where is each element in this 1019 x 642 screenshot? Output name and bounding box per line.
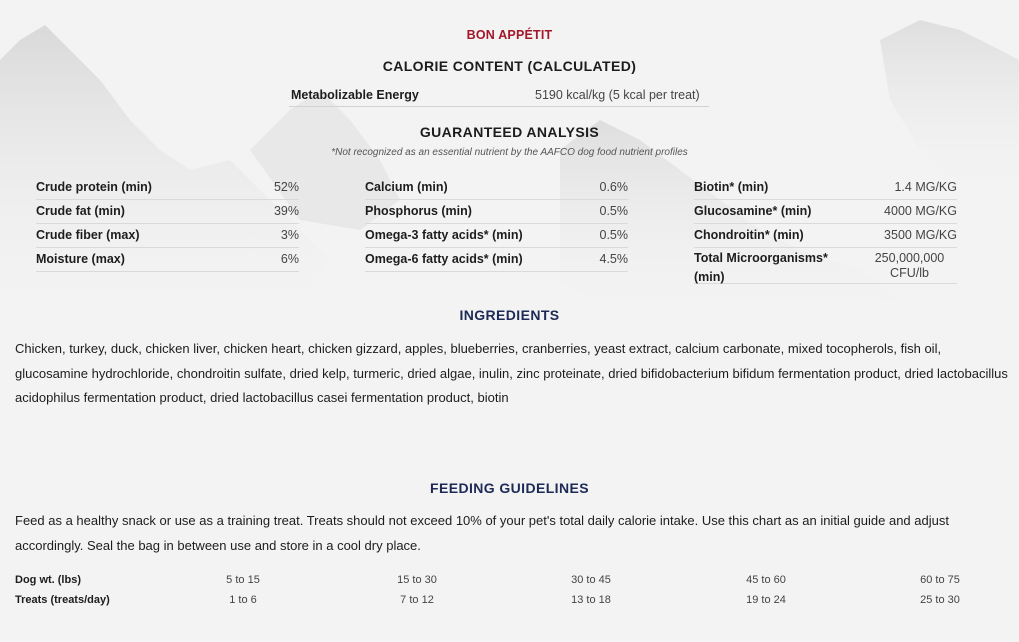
analysis-row bbox=[36, 250, 299, 272]
nutrient-label: Crude fiber (max) bbox=[36, 228, 140, 242]
weight-cell: 45 to 60 bbox=[746, 574, 786, 586]
analysis-row bbox=[36, 226, 299, 248]
nutrient-label: Chondroitin* (min) bbox=[694, 228, 804, 242]
analysis-row bbox=[365, 202, 628, 224]
nutrient-value: 0.6% bbox=[599, 180, 628, 194]
nutrient-value: 1.4 MG/KG bbox=[894, 180, 957, 194]
weight-cell: 30 to 45 bbox=[571, 574, 611, 586]
nutrient-value: 4.5% bbox=[599, 252, 628, 266]
nutrient-value: 250,000,000 CFU/lb bbox=[874, 251, 945, 280]
analysis-row bbox=[365, 250, 628, 272]
analysis-row bbox=[694, 250, 957, 284]
analysis-column-2 bbox=[365, 178, 628, 272]
feeding-table bbox=[0, 574, 1019, 614]
nutrient-label: Moisture (max) bbox=[36, 252, 125, 266]
analysis-row bbox=[694, 178, 957, 200]
nutrient-label: Phosphorus (min) bbox=[365, 204, 472, 218]
nutrient-value: 3% bbox=[280, 228, 299, 242]
nutrient-label: Omega-3 fatty acids* (min) bbox=[365, 228, 523, 242]
nutrient-label: Total Microorganisms* (min) bbox=[694, 251, 828, 284]
nutrient-label: Calcium (min) bbox=[365, 180, 448, 194]
weight-cell: 5 to 15 bbox=[226, 574, 260, 586]
ingredients-text: Chicken, turkey, duck, chicken liver, chicken heart, chicken gizzard, apples, blueberries, cranberries, yeast extract, calcium carbonate, mixed tocopherols, fish oil, glucosamine hydrochloride, chondroitin sulfate, dried kelp, turmeric, dried algae, inulin, zinc proteinate, dried bifidobacterium bifidum fermentation product, dried lactobacillus acidophilus fermentation product, dried lactobacillus casei fermentation product, biotin bbox=[15, 341, 1008, 405]
feeding-heading: FEEDING GUIDELINES bbox=[430, 480, 589, 496]
metabolizable-energy-label: Metabolizable Energy bbox=[291, 88, 419, 102]
weight-cell: 15 to 30 bbox=[397, 574, 437, 586]
analysis-column-1 bbox=[36, 178, 299, 272]
nutrient-label: Crude protein (min) bbox=[36, 180, 152, 194]
analysis-column-3 bbox=[694, 178, 957, 284]
dog-weight-label: Dog wt. (lbs) bbox=[15, 574, 81, 586]
nutrient-label: Biotin* (min) bbox=[694, 180, 769, 194]
nutrient-value: 6% bbox=[280, 252, 299, 266]
nutrient-value: 0.5% bbox=[599, 228, 628, 242]
nutrient-value: 0.5% bbox=[599, 204, 628, 218]
weight-cell: 60 to 75 bbox=[920, 574, 960, 586]
analysis-row bbox=[36, 202, 299, 224]
treats-cell: 25 to 30 bbox=[920, 594, 960, 606]
analysis-row bbox=[365, 178, 628, 200]
nutrient-label: Omega-6 fatty acids* (min) bbox=[365, 252, 523, 266]
brand-title: BON APPÉTIT bbox=[466, 28, 553, 42]
metabolizable-energy-row bbox=[289, 88, 709, 107]
nutrient-value: 4000 MG/KG bbox=[884, 204, 957, 218]
analysis-heading: GUARANTEED ANALYSIS bbox=[419, 124, 600, 140]
analysis-row bbox=[365, 226, 628, 248]
analysis-row bbox=[36, 178, 299, 200]
nutrient-value: 52% bbox=[273, 180, 299, 194]
nutrient-label: Crude fat (min) bbox=[36, 204, 125, 218]
metabolizable-energy-value: 5190 kcal/kg (5 kcal per treat) bbox=[535, 88, 700, 102]
treats-cell: 1 to 6 bbox=[229, 594, 257, 606]
treats-cell: 19 to 24 bbox=[746, 594, 786, 606]
nutrient-value: 3500 MG/KG bbox=[884, 228, 957, 242]
nutrient-value: 39% bbox=[273, 204, 299, 218]
analysis-row bbox=[694, 226, 957, 248]
ingredients-heading: INGREDIENTS bbox=[459, 307, 560, 323]
aafco-note: *Not recognized as an essential nutrient by the AAFCO dog food nutrient profiles bbox=[331, 147, 688, 158]
treats-label: Treats (treats/day) bbox=[15, 594, 110, 606]
calorie-heading: CALORIE CONTENT (CALCULATED) bbox=[382, 58, 637, 74]
treats-cell: 7 to 12 bbox=[400, 594, 434, 606]
nutrient-label: Glucosamine* (min) bbox=[694, 204, 812, 218]
analysis-row bbox=[694, 202, 957, 224]
feeding-text: Feed as a healthy snack or use as a training treat. Treats should not exceed 10% of your pet's total daily calorie intake. Use this chart as an initial guide and adjust accordingly. Seal the bag in between use and store in a cool dry place. bbox=[15, 513, 949, 553]
treats-cell: 13 to 18 bbox=[571, 594, 611, 606]
